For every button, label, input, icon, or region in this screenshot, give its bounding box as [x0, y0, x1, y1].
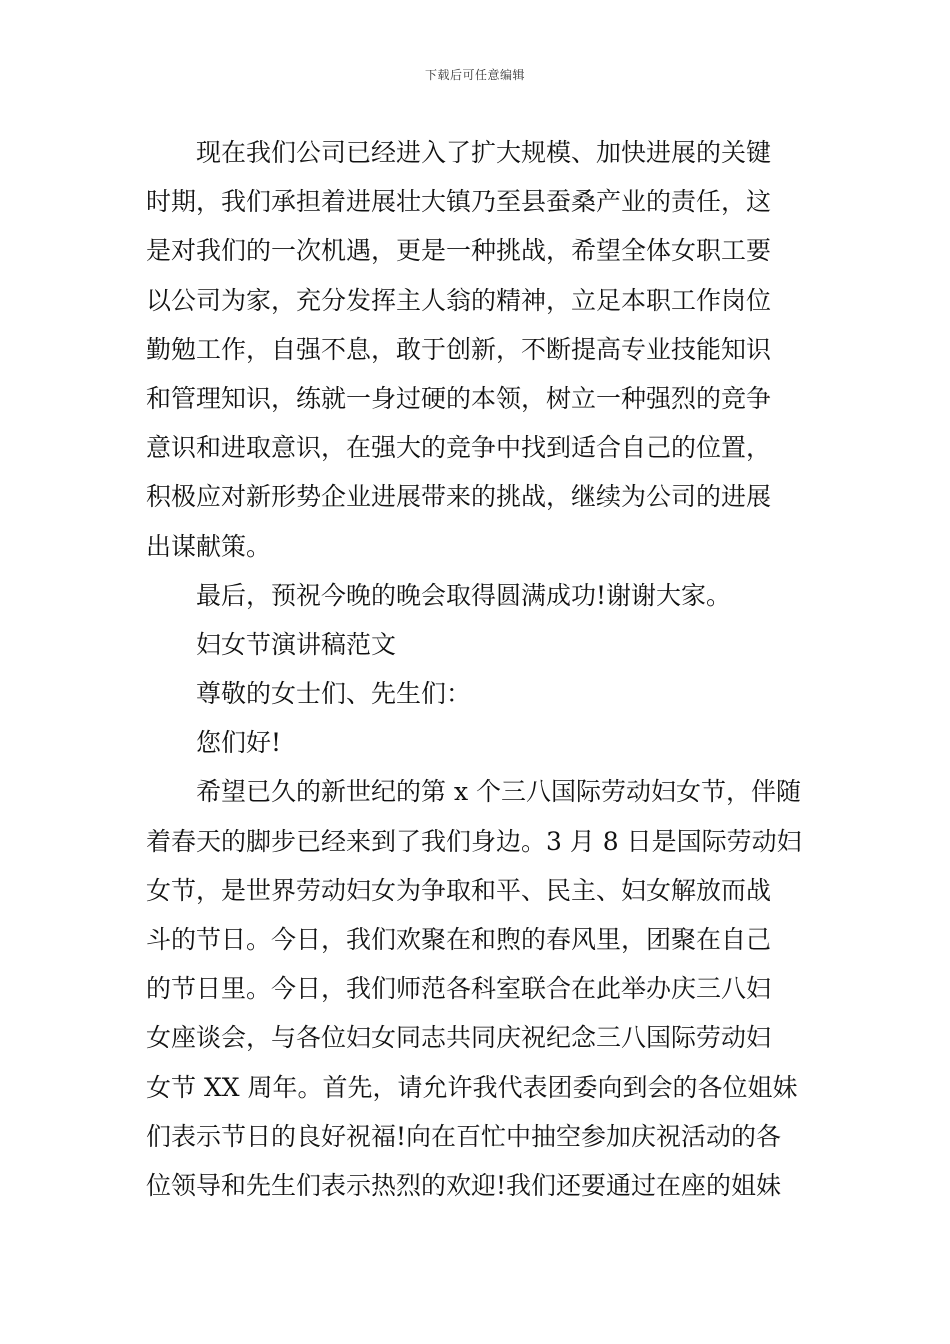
text-line: 着春天的脚步已经来到了我们身边。3 月 8 日是国际劳动妇: [146, 826, 802, 856]
text-line: 勤勉工作，自强不息，敢于创新，不断提高专业技能知识: [146, 334, 772, 364]
text-line: 和管理知识，练就一身过硬的本领，树立一种强烈的竞争: [146, 383, 772, 413]
text-line: 女节 XX 周年。首先，请允许我代表团委向到会的各位姐妹: [146, 1072, 798, 1102]
page-header: 下载后可任意编辑: [424, 68, 525, 82]
text-line: 积极应对新形势企业进展带来的挑战，继续为公司的进展: [146, 482, 772, 512]
text-line: 最后，预祝今晚的晚会取得圆满成功!谢谢大家。: [196, 580, 732, 610]
document-body: [146, 128, 806, 1210]
text-line: 女座谈会，与各位妇女同志共同庆祝纪念三八国际劳动妇: [146, 1023, 772, 1053]
text-line: 位领导和先生们表示热烈的欢迎!我们还要通过在座的姐妹: [146, 1170, 782, 1200]
greeting: 您们好!: [196, 728, 282, 758]
text-line: 以公司为家，充分发挥主人翁的精神，立足本职工作岗位: [146, 285, 772, 315]
text-line: 希望已久的新世纪的第 x 个三八国际劳动妇女节，伴随: [196, 777, 801, 807]
text-line: 斗的节日。今日，我们欢聚在和煦的春风里，团聚在自己: [146, 925, 772, 954]
text-line: 现在我们公司已经进入了扩大规模、加快进展的关键: [196, 138, 772, 167]
section-title: 妇女节演讲稿范文: [196, 629, 397, 659]
text-line: 时期，我们承担着进展壮大镇乃至县蚕桑产业的责任，这: [146, 187, 772, 217]
text-line: 们表示节日的良好祝福!向在百忙中抽空参加庆祝活动的各: [146, 1121, 782, 1151]
text-line: 是对我们的一次机遇，更是一种挑战，希望全体女职工要: [146, 236, 772, 266]
text-line: 意识和进取意识，在强大的竞争中找到适合自己的位置，: [146, 433, 772, 463]
text-line: 女节，是世界劳动妇女为争取和平、民主、妇女解放而战: [146, 875, 772, 905]
salutation: 尊敬的女士们、先生们：: [196, 679, 472, 709]
text-line: 出谋献策。: [146, 531, 272, 561]
text-line: 的节日里。今日，我们师范各科室联合在此举办庆三八妇: [146, 974, 772, 1004]
